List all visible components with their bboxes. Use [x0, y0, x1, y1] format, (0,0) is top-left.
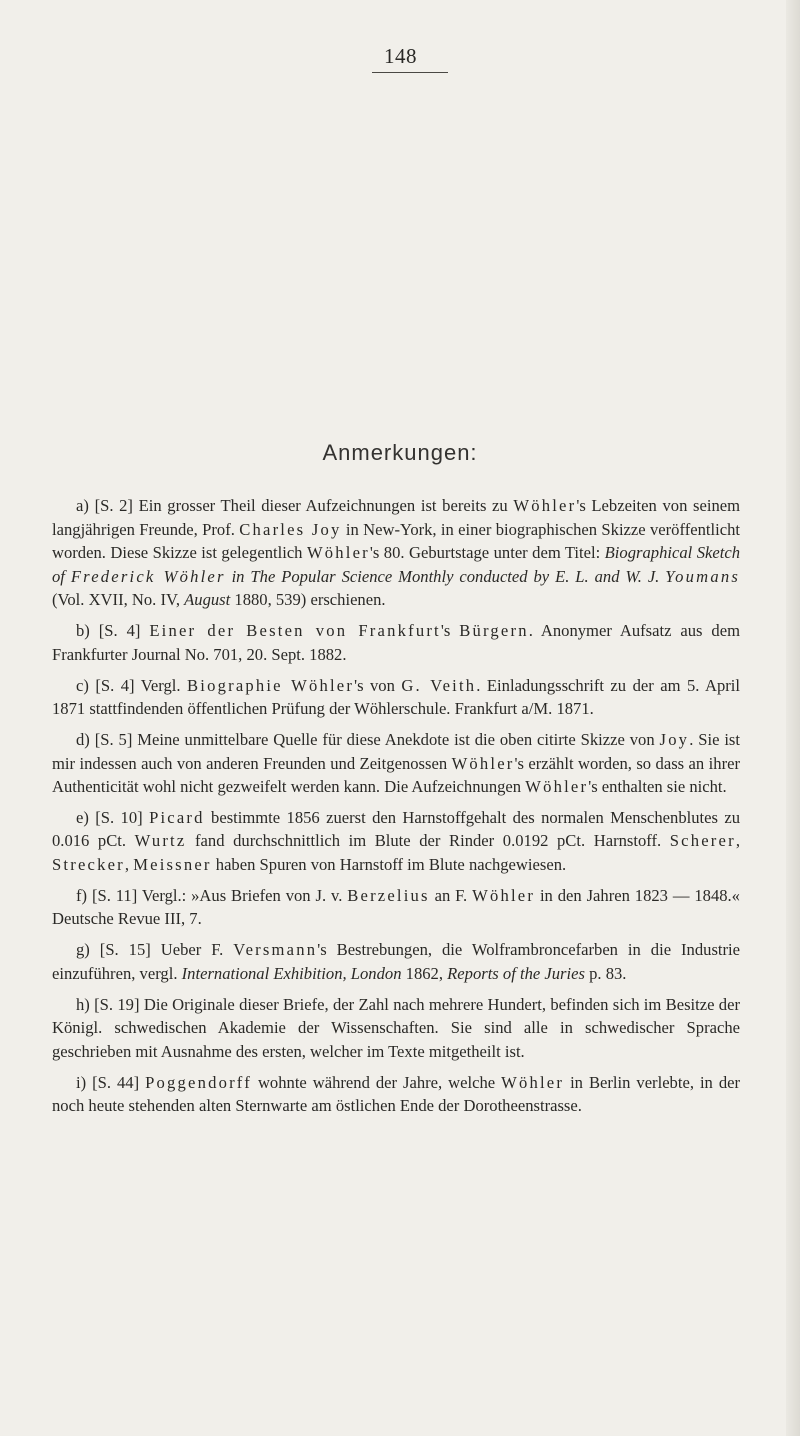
notes-list — [52, 494, 740, 1125]
note-marker: d) — [76, 729, 90, 749]
text-run: in New-York, in einer biographischen Skizze veröffentlicht worden. Diese Skizze ist gelegentlich — [52, 519, 740, 563]
emphasis-run: Scherer — [669, 831, 736, 851]
text-run: Vergl. — [140, 675, 188, 695]
emphasis-run: Wöhler — [501, 1072, 565, 1092]
note-marker: h) — [76, 994, 90, 1014]
text-run: 1880, 539) erschienen. — [230, 590, 386, 610]
note-marker: a) — [76, 496, 89, 515]
text-run: 's — [440, 621, 460, 641]
emphasis-run: Reports of the Juries — [447, 963, 585, 983]
emphasis-run: Biographical Sketch of — [52, 543, 740, 586]
note-text — [52, 940, 740, 983]
emphasis-run: August — [184, 590, 231, 610]
page-edge-shadow — [786, 0, 800, 1436]
text-run: . Einladungsschrift zu der am 5. April 1871 stattfindenden öffentlichen Prüfung der Wöhlerschule. Frankfurt a/M. 1871. — [52, 675, 740, 719]
note-text — [52, 730, 740, 796]
page-number-underline — [372, 72, 448, 73]
text-run: 's von — [354, 675, 402, 695]
text-run: 's Bestrebungen, die Wolframbroncefarben in die Industrie einzuführen, vergl. — [52, 940, 741, 983]
note-text — [52, 676, 740, 719]
emphasis-run: Wöhler — [451, 753, 515, 773]
emphasis-run: Meissner — [133, 855, 212, 875]
note-page-ref: [S. 44] — [92, 1072, 140, 1092]
text-run: Meine unmittelbare Quelle für diese Anekdote ist die oben citirte Skizze von — [137, 729, 660, 749]
text-run: , — [735, 831, 740, 851]
text-run: Vergl.: »Aus Briefen von J. v. — [141, 885, 348, 905]
emphasis-run: Versmann — [233, 940, 318, 960]
emphasis-run: Poggendorff — [145, 1072, 252, 1092]
note-d — [52, 728, 740, 799]
text-run: Ueber F. — [160, 940, 234, 960]
text-run: in den Jahren 1823 — 1848.« Deutsche Revue III, 7. — [52, 885, 740, 929]
text-run: haben Spuren von Harnstoff im Blute nachgewiesen. — [211, 855, 567, 875]
emphasis-run: Frederick Wöhler — [70, 566, 226, 586]
text-run: Die Originale dieser Briefe, der Zahl nach mehrere Hundert, befinden sich im Besitze der Königl. schwedischen Akademie der Wissenschaften. Sie sind alle in schwedischer Sprache geschrieben mit Ausnahme des ersten, welcher im Texte mitgetheilt ist. — [52, 994, 740, 1061]
emphasis-run: Charles Joy — [239, 519, 342, 539]
emphasis-run: Bürgern — [459, 621, 529, 641]
emphasis-run: Youmans — [665, 566, 740, 586]
note-page-ref: [S. 5] — [94, 729, 133, 749]
note-f — [52, 884, 740, 931]
text-run: 's 80. Geburtstage unter dem Titel: — [369, 543, 605, 563]
text-run: Ein grosser Theil dieser Aufzeichnungen ist bereits zu — [138, 496, 514, 515]
emphasis-run: Biographie Wöhler — [187, 675, 355, 695]
note-h — [52, 993, 740, 1064]
emphasis-run: The Popular Science Monthly conducted by E. L. and W. J. — [250, 566, 666, 586]
emphasis-run: Einer der Besten von Frankfurt — [149, 621, 441, 641]
note-text — [52, 995, 740, 1061]
note-marker: c) — [76, 675, 89, 695]
emphasis-run: Wurtz — [134, 831, 187, 851]
emphasis-run: G. Veith — [401, 675, 477, 695]
text-run: 1862, — [401, 963, 448, 983]
emphasis-run: Wöhler — [472, 885, 536, 905]
note-page-ref: [S. 19] — [94, 994, 140, 1014]
text-run: wohnte während der Jahre, welche — [251, 1072, 502, 1092]
note-text — [52, 808, 740, 874]
emphasis-run: Joy — [659, 729, 690, 749]
emphasis-run: in — [225, 566, 251, 586]
text-run: 's Lebzeiten von seinem langjährigen Freunde, Prof. — [52, 496, 741, 539]
note-marker: b) — [76, 621, 90, 641]
text-run: fand durchschnittlich im Blute der Rinder 0.0192 pCt. Harnstoff. — [186, 831, 670, 851]
emphasis-run: Wöhler — [513, 496, 577, 515]
text-run: an F. — [429, 885, 473, 905]
text-run: 's enthalten sie nicht. — [588, 777, 727, 797]
note-marker: e) — [76, 807, 89, 827]
note-c — [52, 674, 740, 721]
text-run: . Sie ist mir indessen auch von anderen Freunden und Zeitgenossen — [52, 729, 741, 773]
emphasis-run: Strecker — [52, 855, 125, 875]
note-text — [52, 496, 740, 609]
emphasis-run: Berzelius — [347, 885, 430, 905]
emphasis-run: International Exhibition, London — [181, 963, 402, 983]
text-run: in Berlin verlebte, in der noch heute stehenden alten Sternwarte am östlichen Ende der Dorotheenstrasse. — [52, 1072, 741, 1116]
note-page-ref: [S. 10] — [95, 807, 143, 827]
text-run: 's erzählt worden, so dass an ihrer Authenticität wohl nicht gezweifelt werden kann. Die Aufzeichnungen — [52, 753, 740, 797]
text-run: p. 83. — [584, 963, 627, 983]
emphasis-run: Picard — [149, 807, 205, 827]
note-page-ref: [S. 4] — [98, 621, 141, 641]
note-text — [52, 1073, 740, 1116]
emphasis-run: Wöhler — [306, 543, 370, 563]
note-marker: g) — [76, 940, 90, 960]
note-marker: i) — [76, 1072, 87, 1092]
note-g — [52, 938, 740, 985]
text-run: bestimmte 1856 zuerst den Harnstoffgehalt des normalen Menschenblutes zu 0.016 pCt. — [52, 807, 740, 851]
note-a — [52, 494, 740, 612]
text-run: , — [124, 855, 134, 875]
page-number: 148 — [384, 44, 417, 68]
note-text — [52, 886, 740, 929]
note-text — [52, 621, 740, 664]
text-run: . Anonymer Aufsatz aus dem Frankfurter Journal No. 701, 20. Sept. 1882. — [52, 621, 740, 664]
note-page-ref: [S. 15] — [99, 940, 151, 960]
note-page-ref: [S. 2] — [94, 496, 133, 515]
note-b — [52, 619, 740, 666]
note-marker: f) — [76, 885, 88, 905]
note-i — [52, 1071, 740, 1118]
emphasis-run: Wöhler — [525, 777, 589, 797]
note-page-ref: [S. 11] — [91, 885, 138, 905]
note-e — [52, 806, 740, 877]
note-page-ref: [S. 4] — [95, 675, 135, 695]
text-run: (Vol. XVII, No. IV, — [52, 590, 185, 610]
section-heading: Anmerkungen: — [322, 440, 478, 465]
